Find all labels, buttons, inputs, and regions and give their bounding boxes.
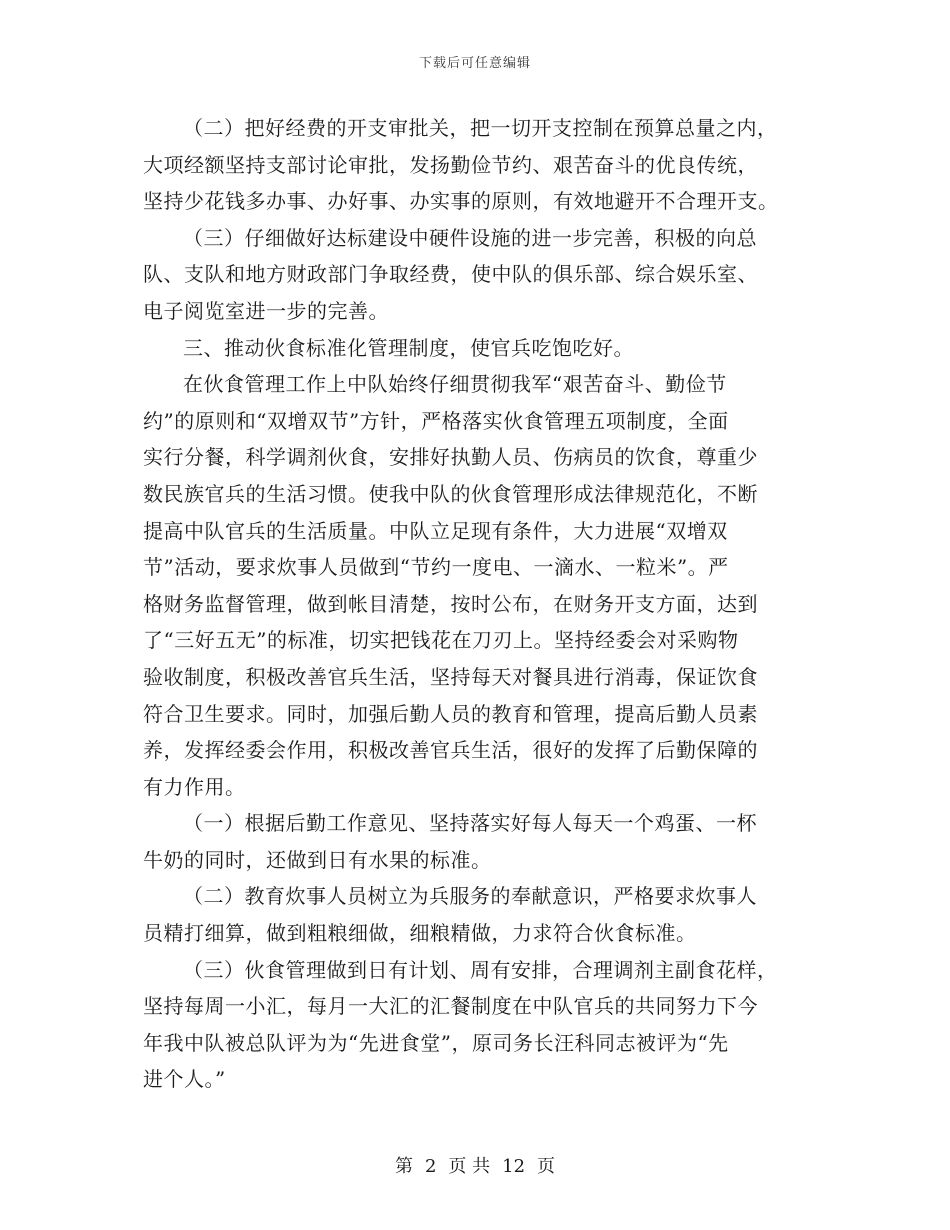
text-line: 进个人。” [143,1067,226,1092]
text-line: （三）伙食管理做到日有计划、周有安排，合理调剂主副食花样， [183,957,778,982]
page-header: 下载后可任意编辑 [418,56,531,71]
text-line: 符合卫生要求。同时，加强后勤人员的教育和管理，提高后勤人员素 [143,701,758,726]
text-line: 大项经额坚持支部讨论审批，发扬勤俭节约、艰苦奋斗的优良传统， [143,152,758,177]
paragraph [143,366,803,805]
text-line: 数民族官兵的生活习惯。使我中队的伙食管理形成法律规范化，不断 [143,481,758,506]
text-line: 坚持每周一小汇，每月一大汇的汇餐制度在中队官兵的共同努力下今 [143,994,758,1019]
text-line: 坚持少花钱多办事、办好事、办实事的原则，有效地避开不合理开支。 [143,189,779,214]
current-page-number: 2 [424,1156,437,1177]
paragraph [143,878,803,951]
text-line: 格财务监督管理，做到帐目清楚，按时公布，在财务开支方面，达到 [143,591,758,616]
text-line: 了“三好五无”的标准，切实把钱花在刀刃上。坚持经委会对采购物 [143,628,739,653]
section-heading [143,330,803,367]
paragraph [143,220,803,330]
text-line: 实行分餐，科学调剂伙食，安排好执勤人员、伤病员的饮食，尊重少 [143,445,758,470]
text-line: （二）把好经费的开支审批关，把一切开支控制在预算总量之内， [183,116,778,140]
page-footer [0,1152,950,1178]
footer-middle: 页 共 [448,1156,491,1177]
text-line: 牛奶的同时，还做到日有水果的标准。 [143,847,492,872]
text-line: 三、推动伙食标准化管理制度，使官兵吃饱吃好。 [183,335,634,360]
text-line: （二）教育炊事人员树立为兵服务的奉献意识，严格要求炊事人 [183,884,757,909]
footer-suffix: 页 [537,1156,556,1177]
text-line: 养，发挥经委会作用，积极改善官兵生活，很好的发挥了后勤保障的 [143,738,758,763]
text-line: 队、支队和地方财政部门争取经费，使中队的俱乐部、综合娱乐室、 [143,262,758,287]
text-line: （三）仔细做好达标建设中硬件设施的进一步完善，积极的向总 [183,225,757,250]
paragraph [143,952,803,1098]
document-body [143,110,803,1098]
text-line: 有力作用。 [143,774,246,799]
paragraph [143,110,803,220]
text-line: 员精打细算，做到粗粮细做，细粮精做，力求符合伙食标准。 [143,921,697,946]
text-line: 年我中队被总队评为为“先进食堂”，原司务长汪科同志被评为“先 [143,1030,729,1055]
text-line: 在伙食管理工作上中队始终仔细贯彻我军“艰苦奋斗、勤俭节 [183,372,727,397]
text-line: （一）根据后勤工作意见、坚持落实好每人每天一个鸡蛋、一杯 [183,811,757,836]
text-line: 电子阅览室进一步的完善。 [143,298,389,323]
text-line: 提高中队官兵的生活质量。中队立足现有条件，大力进展“双增双 [143,518,728,543]
text-line: 验收制度，积极改善官兵生活，坚持每天对餐具进行消毒，保证饮食 [143,664,758,689]
text-line: 节”活动，要求炊事人员做到“节约一度电、一滴水、一粒米”。严 [143,555,729,580]
paragraph [143,805,803,878]
footer-prefix: 第 [394,1156,413,1177]
text-line: 约”的原则和“双增双节”方针，严格落实伙食管理五项制度，全面 [143,408,729,433]
total-pages-number: 12 [502,1156,526,1177]
